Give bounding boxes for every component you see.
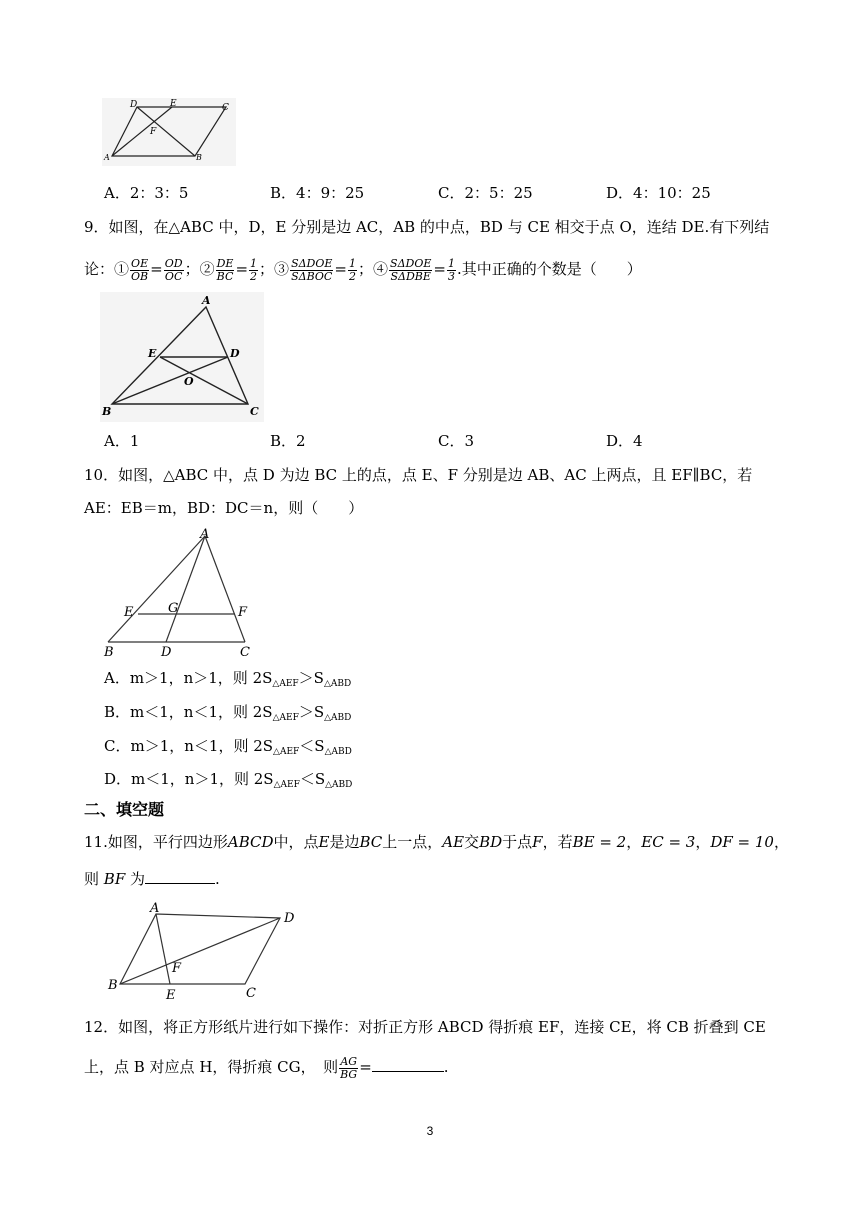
q8-label-E: E bbox=[170, 99, 177, 109]
q12-stem-line2: 上，点 B 对应点 H，得折痕 CG， 则 $\frac{AG}{BG}$ = . bbox=[84, 1054, 449, 1081]
q9-label-B: B bbox=[102, 405, 112, 418]
q9-stem-line2: 论：① $\frac{OE}{OB}$ = $\frac{OD}{OC}$ ；② $\frac{DE}{BC}$ = $\frac{1}{2}$ ；③ $\frac{\text{SΔDOE}}{\text{SΔBOC}}$ = $\frac{1}{2}$ ；④ $\frac{\text{SΔDOE}}{\text{SΔDBE}}$ = $\frac{1}{3}$ .其中正确的个数是（ ） bbox=[84, 256, 642, 283]
q9-label-C: C bbox=[250, 405, 259, 418]
q8-figure bbox=[102, 98, 236, 166]
q9-frac-1b: $\frac{OD}{OC}$ bbox=[164, 256, 183, 283]
q12-answer-blank[interactable] bbox=[372, 1057, 444, 1072]
q9-frac-4b: $\frac{1}{3}$ bbox=[447, 256, 455, 283]
q10-label-D: D bbox=[161, 645, 172, 660]
page-number: 3 bbox=[426, 1124, 434, 1138]
q11-label-C: C bbox=[246, 986, 256, 1001]
q10-option-d: D．m＜1，n＞1，则 $2S_{\triangle AEF}<S_{\triangle ABD}$ bbox=[104, 770, 353, 790]
q10-option-c: C．m＞1，n＜1，则 $2S_{\triangle AEF}<S_{\triangle ABD}$ bbox=[104, 737, 352, 757]
q8-option-d: D．4：10：25 bbox=[606, 184, 711, 202]
q10-stem-line1: 10．如图，△ABC 中，点 D 为边 BC 上的点，点 E、F 分别是边 AB、AC 上两点，且 EF∥BC，若 bbox=[84, 466, 753, 484]
q10-label-B: B bbox=[104, 645, 114, 660]
q9-label-D: D bbox=[230, 347, 240, 360]
q9-frac-3a: $\frac{\text{SΔDOE}}{\text{SΔBOC}}$ bbox=[291, 256, 333, 283]
q12-frac: $\frac{AG}{BG}$ bbox=[340, 1054, 358, 1081]
q11-figure bbox=[104, 900, 304, 1002]
q10-label-C: C bbox=[240, 645, 250, 660]
q9-frac-2b: $\frac{1}{2}$ bbox=[250, 256, 258, 283]
q8-label-B: B bbox=[196, 153, 202, 162]
q11-label-F: F bbox=[172, 961, 182, 976]
q8-label-C: C bbox=[222, 103, 229, 113]
q9-option-c: C．3 bbox=[438, 432, 475, 450]
q9-frac-4a: $\frac{\text{SΔDOE}}{\text{SΔDBE}}$ bbox=[390, 256, 432, 283]
q9-option-d: D．4 bbox=[606, 432, 643, 450]
q9-frac-3b: $\frac{1}{2}$ bbox=[349, 256, 356, 283]
q9-label-E: E bbox=[148, 347, 157, 360]
q9-label-O: O bbox=[184, 375, 194, 388]
q11-label-D: D bbox=[284, 911, 295, 926]
q9-option-a: A．1 bbox=[104, 432, 140, 450]
q10-stem-line2: AE：EB＝m，BD：DC＝n，则（ ） bbox=[84, 499, 364, 517]
q11-label-A: A bbox=[150, 901, 160, 916]
q8-option-a: A．2：3：5 bbox=[104, 184, 189, 202]
section-heading: 二、填空题 bbox=[84, 800, 165, 819]
q9-frac-1a: $\frac{OE}{OB}$ bbox=[131, 256, 149, 283]
q11-label-E: E bbox=[166, 988, 176, 1002]
q8-label-D: D bbox=[130, 100, 138, 110]
q11-label-B: B bbox=[108, 978, 118, 993]
q10-option-a: A．m＞1，n＞1，则 $2S_{\triangle AEF}>S_{\triangle ABD}$ bbox=[104, 669, 352, 689]
q10-option-b: B．m＜1，n＜1，则 $2S_{\triangle AEF}>S_{\triangle ABD}$ bbox=[104, 703, 352, 723]
q11-stem-line2: 则 BF 为 . bbox=[84, 870, 220, 888]
q8-label-F: F bbox=[150, 127, 157, 137]
q11-stem-line1: 11.如图，平行四边形ABCD中，点E是边BC上一点，AE交BD于点F，若BE = 2，EC = 3，DF = 10， bbox=[84, 833, 789, 851]
q9-figure bbox=[100, 292, 264, 422]
q10-label-F: F bbox=[238, 605, 248, 620]
q10-label-A: A bbox=[200, 527, 210, 542]
q9-option-b: B．2 bbox=[270, 432, 306, 450]
q11-answer-blank[interactable] bbox=[145, 869, 215, 884]
q9-frac-2a: $\frac{DE}{BC}$ bbox=[216, 256, 234, 283]
q9-stem-line1: 9．如图，在△ABC 中，D，E 分别是边 AC，AB 的中点，BD 与 CE 相交于点 O，连结 DE.有下列结 bbox=[84, 218, 770, 236]
q8-option-b: B．4：9：25 bbox=[270, 184, 365, 202]
q12-stem-line1: 12．如图，将正方形纸片进行如下操作：对折正方形 ABCD 得折痕 EF，连接 CE，将 CB 折叠到 CE bbox=[84, 1018, 766, 1036]
q10-label-G: G bbox=[168, 601, 179, 616]
q10-figure bbox=[100, 526, 260, 660]
q8-option-c: C．2：5：25 bbox=[438, 184, 533, 202]
q10-label-E: E bbox=[124, 605, 134, 620]
q8-label-A: A bbox=[104, 153, 110, 162]
q9-label-A: A bbox=[202, 294, 211, 307]
